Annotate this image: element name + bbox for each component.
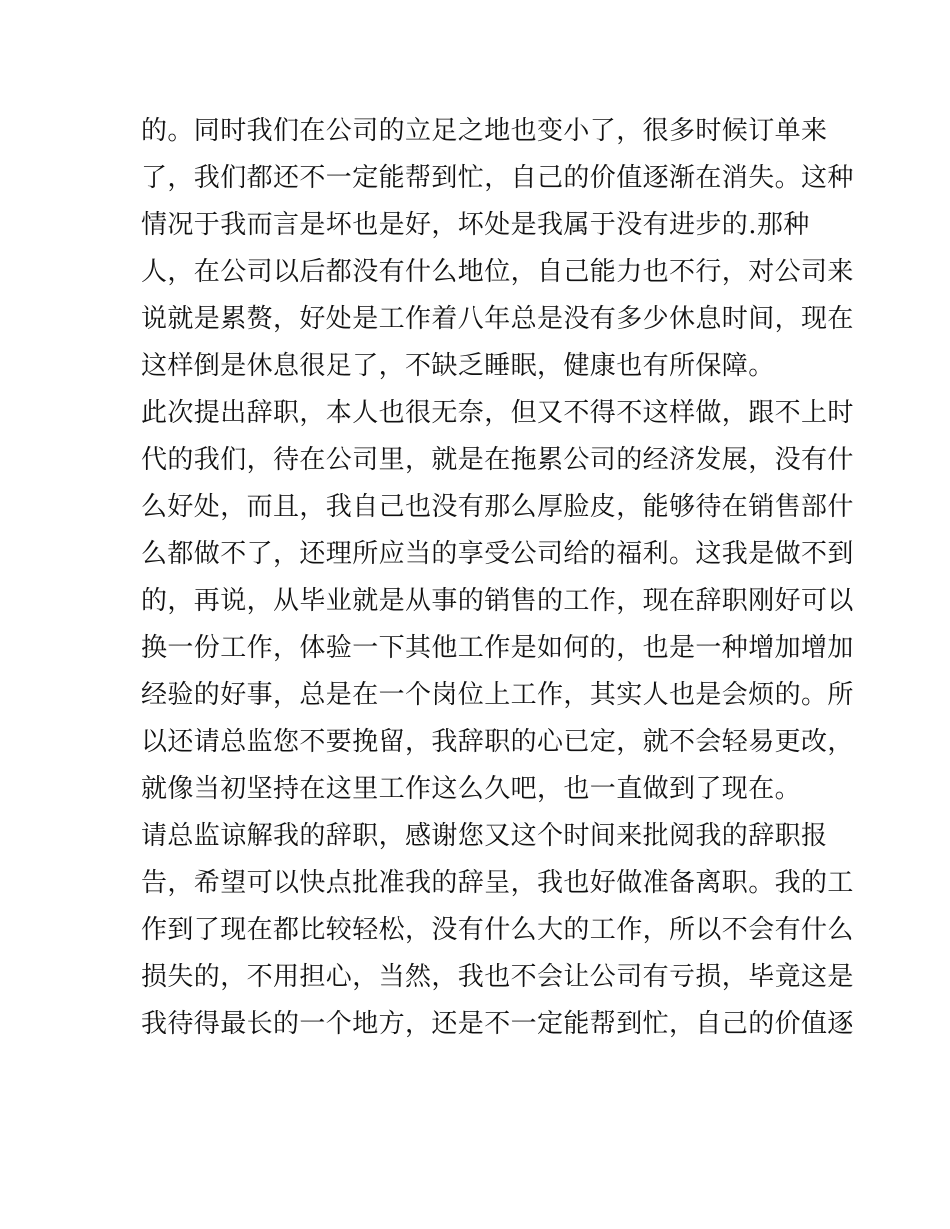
text-line: 告，希望可以快点批准我的辞呈，我也好做准备离职。我的工 xyxy=(141,868,854,898)
text-line: 说就是累赘，好处是工作着八年总是没有多少休息时间，现在 xyxy=(141,304,854,334)
text-line: 就像当初坚持在这里工作这么久吧，也一直做到了现在。 xyxy=(141,774,802,804)
text-line: 损失的，不用担心，当然，我也不会让公司有亏损，毕竟这是 xyxy=(141,962,854,992)
text-line: 的。同时我们在公司的立足之地也变小了，很多时候订单来 xyxy=(141,116,828,146)
text-line: 了，我们都还不一定能帮到忙，自己的价值逐渐在消失。这种 xyxy=(141,163,854,193)
text-line: 代的我们，待在公司里，就是在拖累公司的经济发展，没有什 xyxy=(141,445,854,475)
text-line: 作到了现在都比较轻松，没有什么大的工作，所以不会有什么 xyxy=(141,915,854,945)
text-line: 么好处，而且，我自己也没有那么厚脸皮，能够待在销售部什 xyxy=(141,492,854,522)
text-line: 么都做不了，还理所应当的享受公司给的福利。这我是做不到 xyxy=(141,539,854,569)
text-line: 的，再说，从毕业就是从事的销售的工作，现在辞职刚好可以 xyxy=(141,586,854,616)
text-line: 人，在公司以后都没有什么地位，自己能力也不行，对公司来 xyxy=(141,257,854,287)
text-line: 换一份工作，体验一下其他工作是如何的，也是一种增加增加 xyxy=(141,633,854,663)
text-line: 请总监谅解我的辞职，感谢您又这个时间来批阅我的辞职报 xyxy=(141,821,828,851)
text-line: 经验的好事，总是在一个岗位上工作，其实人也是会烦的。所 xyxy=(141,680,854,710)
text-line: 情况于我而言是坏也是好，坏处是我属于没有进步的.那种 xyxy=(141,210,810,240)
text-line: 以还请总监您不要挽留，我辞职的心已定，就不会轻易更改， xyxy=(141,727,854,757)
text-line: 这样倒是休息很足了，不缺乏睡眠，健康也有所保障。 xyxy=(141,351,775,381)
document-body xyxy=(141,108,854,1048)
text-line: 此次提出辞职，本人也很无奈，但又不得不这样做，跟不上时 xyxy=(141,398,854,428)
text-line: 我待得最长的一个地方，还是不一定能帮到忙，自己的价值逐 xyxy=(141,1009,854,1039)
